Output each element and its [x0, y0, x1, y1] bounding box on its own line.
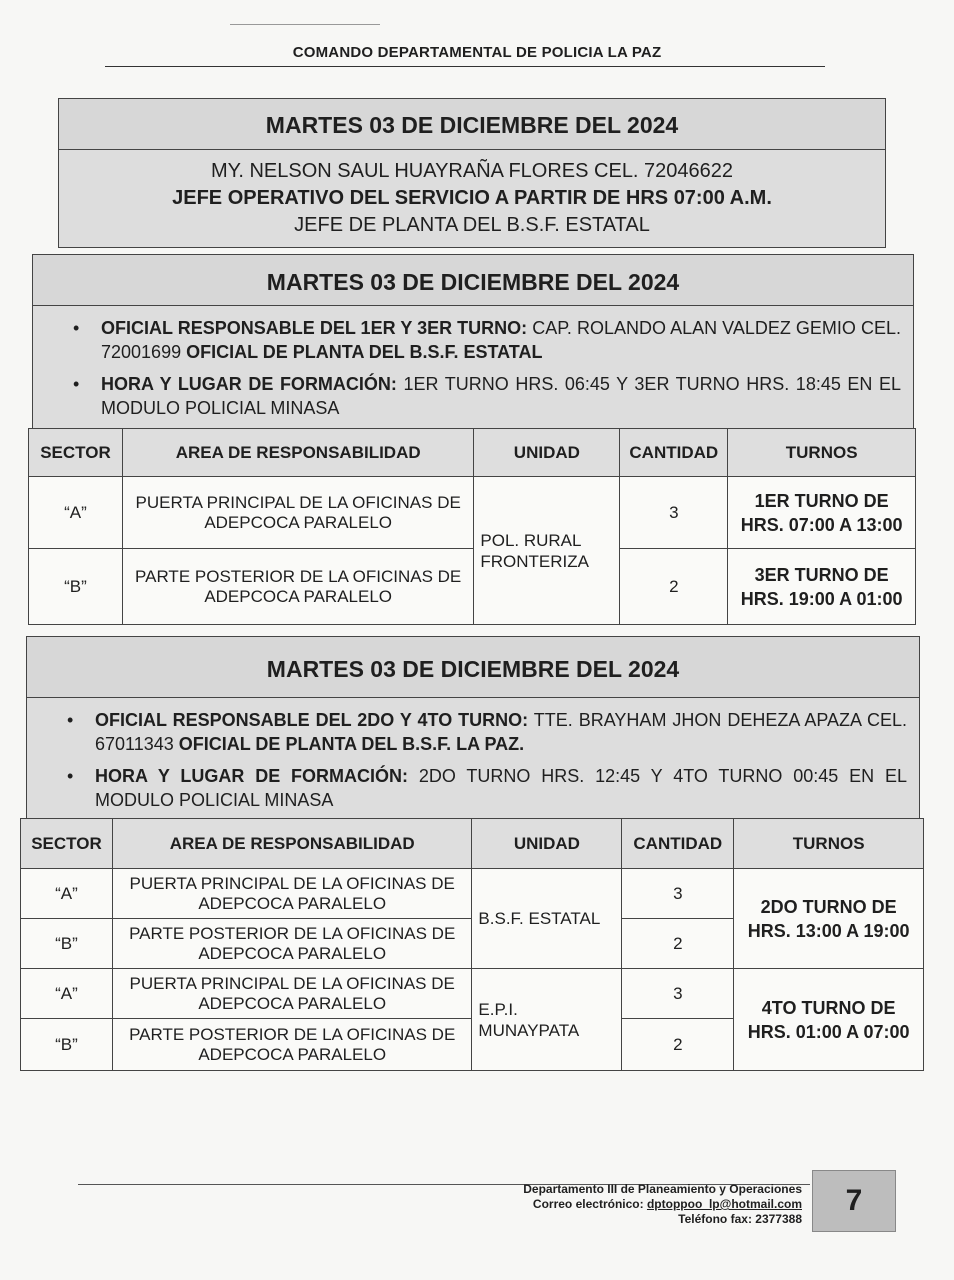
formation-item: • HORA Y LUGAR DE FORMACIÓN: 2DO TURNO HRS. 12:45 Y 4TO TURNO 00:45 EN EL MODULO POLICIAL MINASA	[49, 764, 907, 812]
area-cell: PARTE POSTERIOR DE LA OFICINAS DE ADEPCOCA PARALELO	[122, 549, 473, 625]
table-row	[21, 969, 924, 1019]
officer-item: • OFICIAL RESPONSABLE DEL 2DO Y 4TO TURNO: TTE. BRAYHAM JHON DEHEZA APAZA CEL. 67011343 OFICIAL DE PLANTA DEL B.S.F. LA PAZ.	[49, 708, 907, 756]
unidad-cell: E.P.I. MUNAYPATA	[472, 969, 622, 1071]
top-divider	[230, 24, 380, 25]
shift-2-4-table	[20, 818, 924, 1071]
col-area: AREA DE RESPONSABILIDAD	[112, 819, 471, 869]
footer-email-line: Correo electrónico: dptoppoo_lp@hotmail.com	[532, 1197, 802, 1211]
header-divider	[105, 66, 825, 67]
cantidad-cell: 2	[622, 1019, 734, 1071]
shift-2-4-box	[26, 636, 920, 820]
chief-box	[58, 98, 886, 248]
col-sector: SECTOR	[21, 819, 113, 869]
turno-cell: 3ER TURNO DE HRS. 19:00 A 01:00	[728, 549, 916, 625]
cantidad-cell: 3	[622, 869, 734, 919]
area-cell: PARTE POSTERIOR DE LA OFICINAS DE ADEPCOCA PARALELO	[112, 1019, 471, 1071]
footer-phone: Teléfono fax: 2377388	[678, 1212, 802, 1226]
col-unidad: UNIDAD	[472, 819, 622, 869]
shift-1-3-box	[32, 254, 914, 432]
sector-cell: “A”	[21, 969, 113, 1019]
shift-1-3-table	[28, 428, 916, 625]
shift-2-4-date: MARTES 03 DE DICIEMBRE DEL 2024	[27, 637, 919, 698]
turno-cell: 1ER TURNO DE HRS. 07:00 A 13:00	[728, 477, 916, 549]
unidad-cell: POL. RURAL FRONTERIZA	[474, 477, 620, 625]
chief-box-body	[59, 150, 885, 239]
officer-item: • OFICIAL RESPONSABLE DEL 1ER Y 3ER TURNO: CAP. ROLANDO ALAN VALDEZ GEMIO CEL. 72001699 OFICIAL DE PLANTA DEL B.S.F. ESTATAL	[55, 316, 901, 364]
col-area: AREA DE RESPONSABILIDAD	[122, 429, 473, 477]
cantidad-cell: 2	[620, 549, 728, 625]
col-cantidad: CANTIDAD	[620, 429, 728, 477]
shift-1-3-info	[33, 306, 913, 434]
sector-cell: “B”	[29, 549, 123, 625]
area-cell: PUERTA PRINCIPAL DE LA OFICINAS DE ADEPCOCA PARALELO	[112, 969, 471, 1019]
area-cell: PUERTA PRINCIPAL DE LA OFICINAS DE ADEPCOCA PARALELO	[112, 869, 471, 919]
area-cell: PARTE POSTERIOR DE LA OFICINAS DE ADEPCOCA PARALELO	[112, 919, 471, 969]
chief-plant: JEFE DE PLANTA DEL B.S.F. ESTATAL	[294, 214, 650, 236]
footer-dept: Departamento III de Planeamiento y Operaciones	[523, 1182, 802, 1196]
sector-cell: “B”	[21, 919, 113, 969]
turno-cell: 2DO TURNO DE HRS. 13:00 A 19:00	[734, 869, 924, 969]
col-cantidad: CANTIDAD	[622, 819, 734, 869]
chief-name: MY. NELSON SAUL HUAYRAÑA FLORES CEL. 72046622	[210, 160, 734, 182]
area-cell: PUERTA PRINCIPAL DE LA OFICINAS DE ADEPCOCA PARALELO	[122, 477, 473, 549]
table-row	[21, 869, 924, 919]
turno-cell: 4TO TURNO DE HRS. 01:00 A 07:00	[734, 969, 924, 1071]
footer-email[interactable]: dptoppoo_lp@hotmail.com	[646, 1197, 802, 1211]
table-row	[29, 477, 916, 549]
footer-info	[523, 1182, 802, 1227]
page-number: 7	[812, 1170, 896, 1232]
cantidad-cell: 2	[622, 919, 734, 969]
col-unidad: UNIDAD	[474, 429, 620, 477]
col-turnos: TURNOS	[734, 819, 924, 869]
header-title: COMANDO DEPARTAMENTAL DE POLICIA LA PAZ	[292, 44, 662, 61]
col-turnos: TURNOS	[728, 429, 916, 477]
sector-cell: “B”	[21, 1019, 113, 1071]
unidad-cell: B.S.F. ESTATAL	[472, 869, 622, 969]
cantidad-cell: 3	[620, 477, 728, 549]
sector-cell: “A”	[29, 477, 123, 549]
shift-1-3-date: MARTES 03 DE DICIEMBRE DEL 2024	[33, 255, 913, 306]
formation-item: • HORA Y LUGAR DE FORMACIÓN: 1ER TURNO HRS. 06:45 Y 3ER TURNO HRS. 18:45 EN EL MODULO POLICIAL MINASA	[55, 372, 901, 420]
chief-box-date: MARTES 03 DE DICIEMBRE DEL 2024	[59, 99, 885, 150]
table-row	[29, 549, 916, 625]
sector-cell: “A”	[21, 869, 113, 919]
chief-role: JEFE OPERATIVO DEL SERVICIO A PARTIR DE HRS 07:00 A.M.	[172, 187, 772, 209]
shift-2-4-info	[27, 698, 919, 826]
cantidad-cell: 3	[622, 969, 734, 1019]
col-sector: SECTOR	[29, 429, 123, 477]
